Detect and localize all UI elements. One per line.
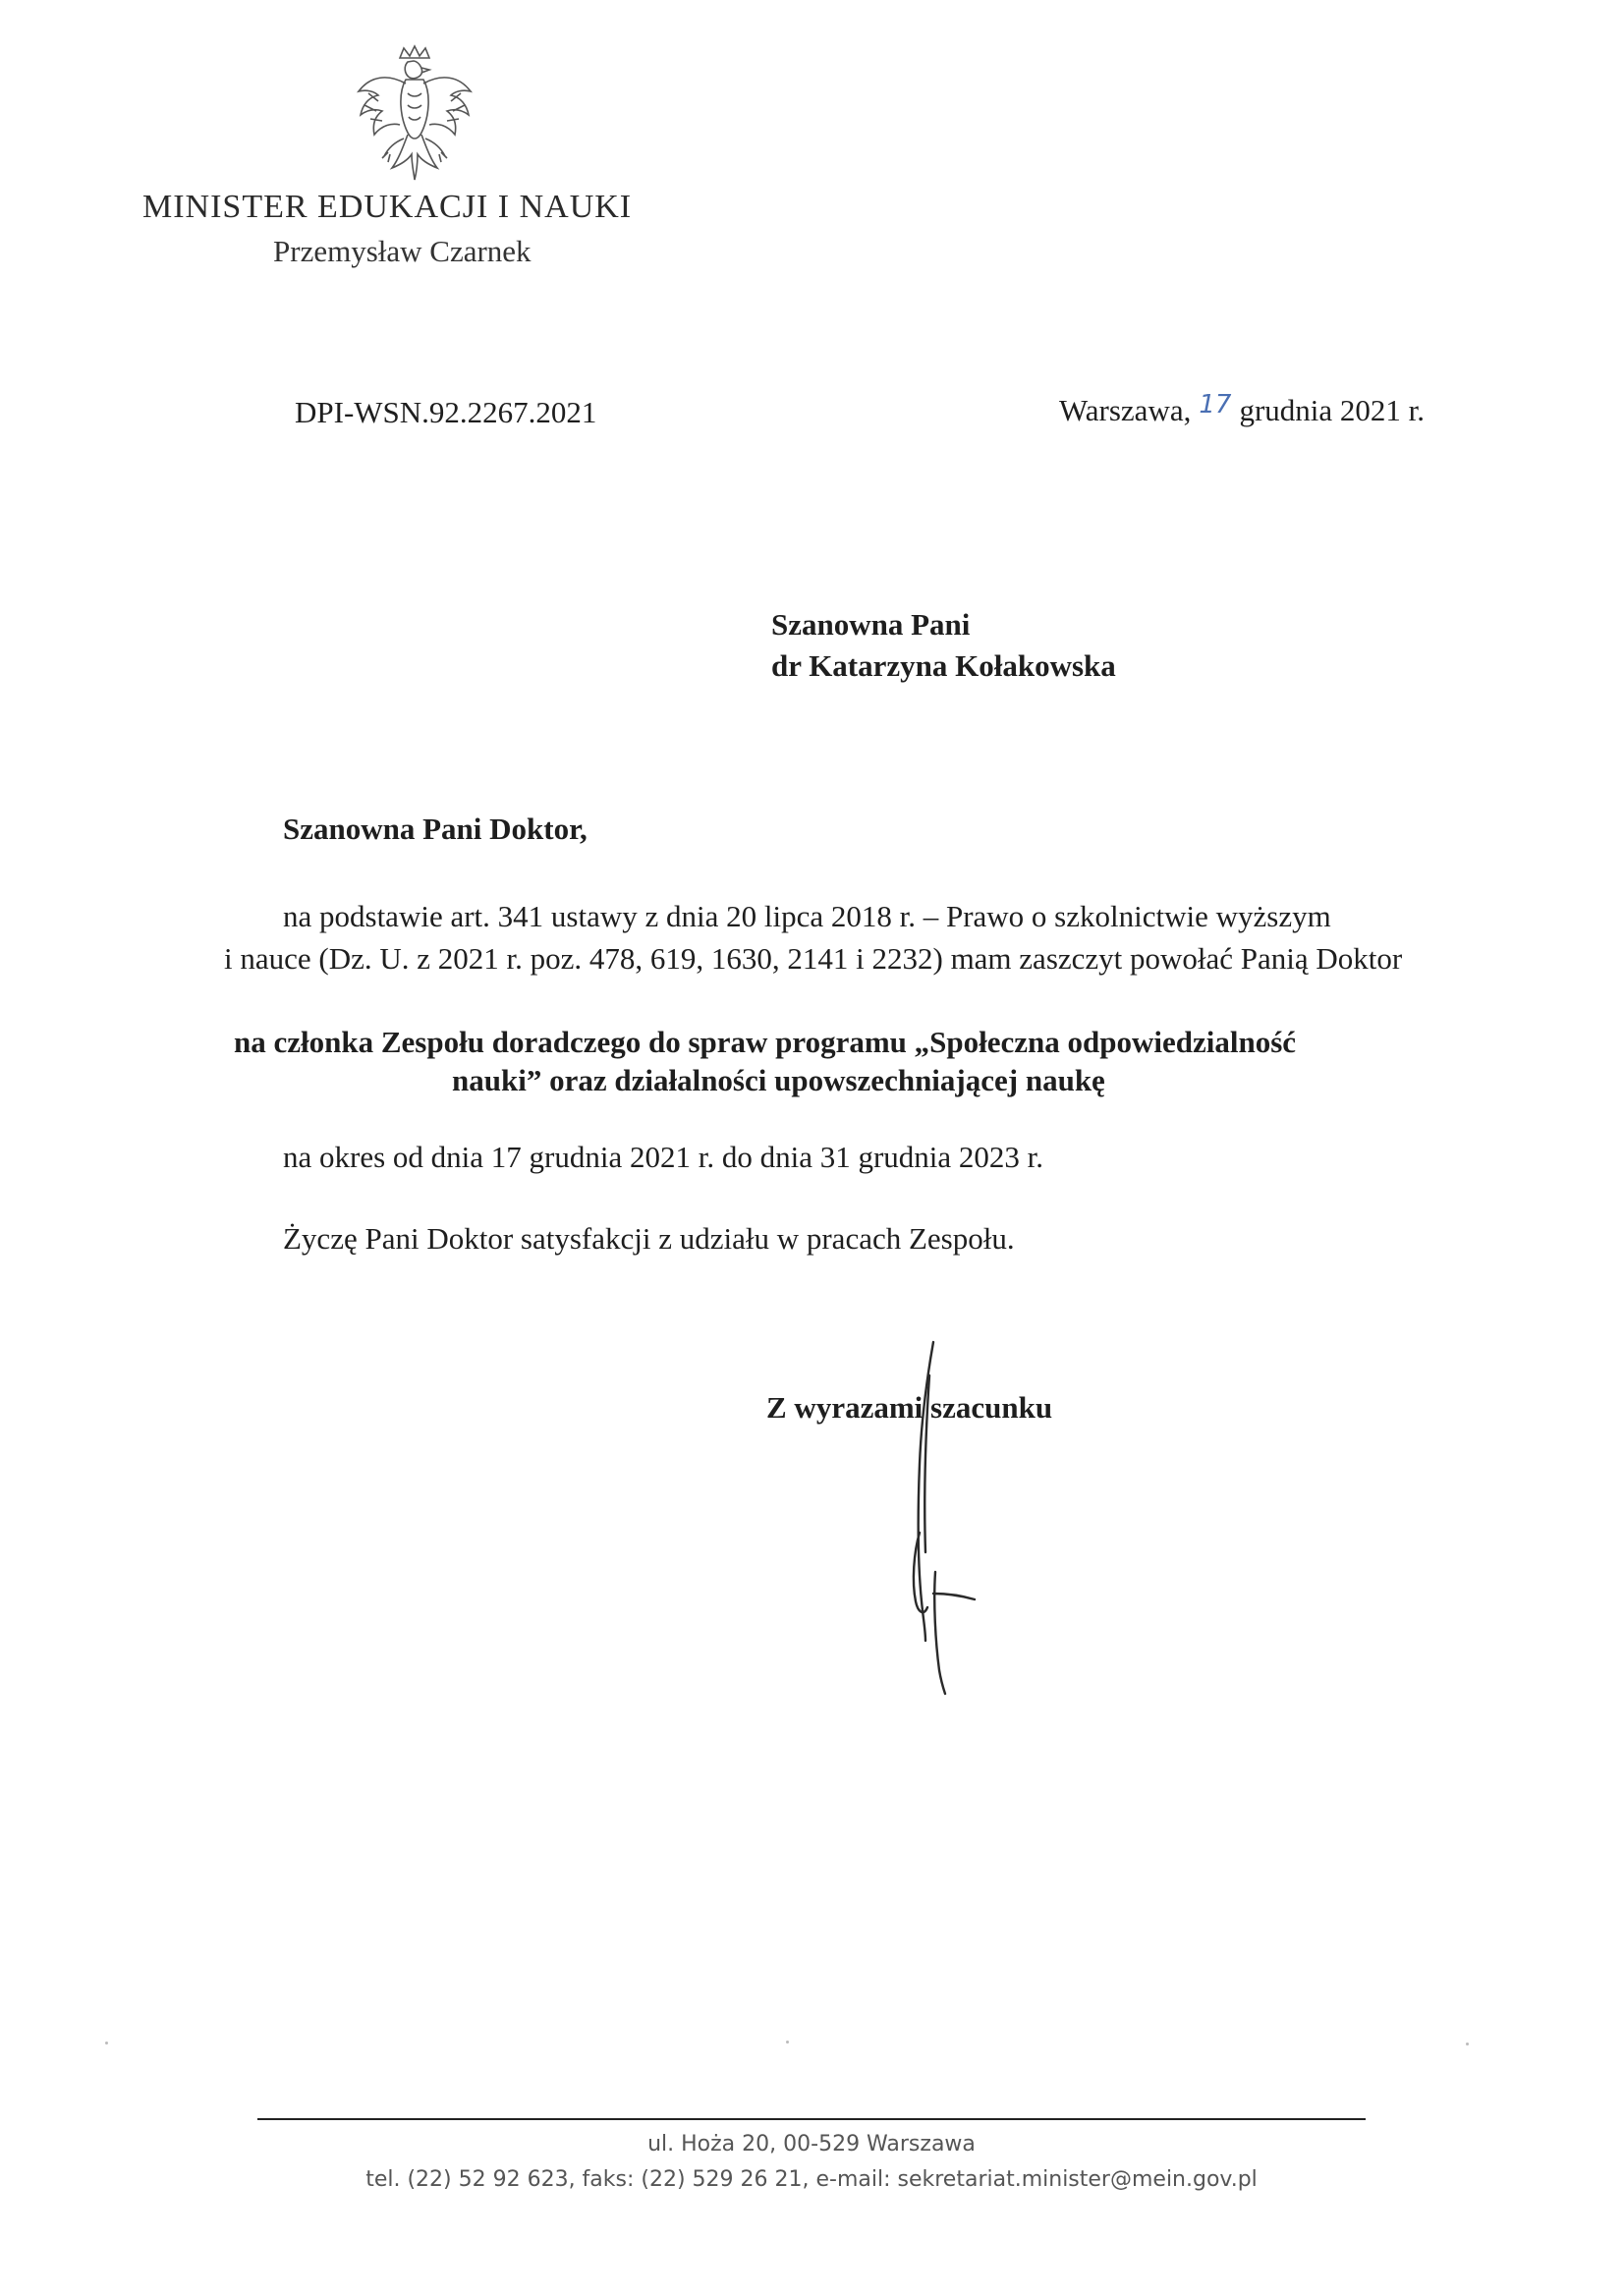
polish-eagle-icon xyxy=(349,44,481,187)
term-line: na okres od dnia 17 grudnia 2021 r. do dnia 31 grudnia 2023 r. xyxy=(283,1140,1044,1174)
body-line-2: i nauce (Dz. U. z 2021 r. poz. 478, 619, 1630, 2141 i 2232) mam zaszczyt powołać Panią Doktor xyxy=(224,941,1403,976)
appointment-line-1: na członka Zespołu doradczego do spraw programu „Społeczna odpowiedzialność xyxy=(234,1025,1297,1059)
minister-name: Przemysław Czarnek xyxy=(273,234,532,268)
footer-address: ul. Hoża 20, 00-529 Warszawa xyxy=(647,2132,976,2156)
scan-speck xyxy=(105,2042,108,2044)
scan-speck xyxy=(786,2041,789,2044)
place-label: Warszawa, xyxy=(1059,393,1192,427)
appointment-line-2: nauki” oraz działalności upowszechniającej naukę xyxy=(452,1063,1105,1097)
handwritten-date-day: 17 xyxy=(1199,390,1232,420)
recipient-name: dr Katarzyna Kołakowska xyxy=(771,648,1116,683)
handwritten-signature-icon xyxy=(865,1336,1002,1700)
place-and-date xyxy=(1059,390,1425,428)
closing-phrase: Z wyrazami szacunku xyxy=(766,1390,1053,1425)
footer-divider xyxy=(257,2118,1366,2120)
footer-contact: tel. (22) 52 92 623, faks: (22) 529 26 21, e-mail: sekretariat.minister@mein.gov.pl xyxy=(365,2167,1258,2192)
body-line-1: na podstawie art. 341 ustawy z dnia 20 lipca 2018 r. – Prawo o szkolnictwie wyższym xyxy=(283,899,1331,933)
recipient-salutation: Szanowna Pani xyxy=(771,607,971,642)
ministry-title: MINISTER EDUKACJI I NAUKI xyxy=(142,189,633,225)
scan-speck xyxy=(1466,2043,1469,2045)
date-rest: grudnia 2021 r. xyxy=(1239,393,1425,427)
reference-number: DPI-WSN.92.2267.2021 xyxy=(295,395,597,429)
letter-greeting: Szanowna Pani Doktor, xyxy=(283,812,588,846)
wishes-line: Życzę Pani Doktor satysfakcji z udziału w pracach Zespołu. xyxy=(283,1221,1015,1256)
